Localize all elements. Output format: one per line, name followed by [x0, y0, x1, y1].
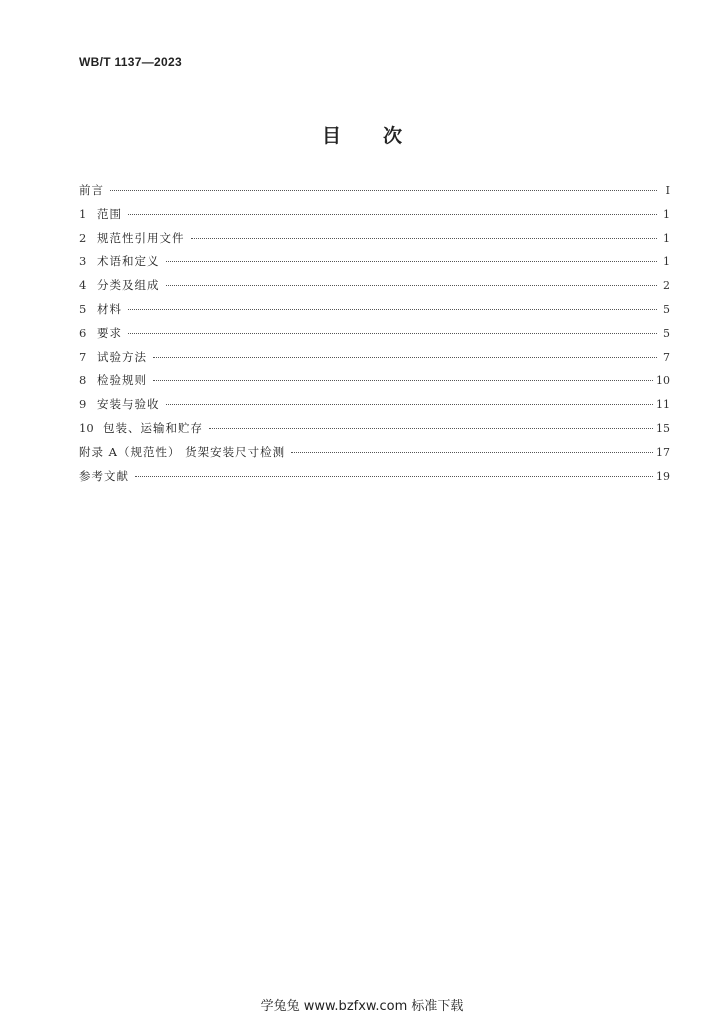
toc-label: 范围 — [97, 206, 122, 221]
toc-entry-9[interactable] — [79, 396, 670, 420]
toc-entry-5[interactable] — [79, 301, 670, 325]
toc-page-number: 1 — [663, 255, 670, 269]
toc-entry-6[interactable] — [79, 325, 670, 349]
toc-entry-foreword[interactable] — [79, 182, 670, 206]
document-code: WB/T 1137—2023 — [79, 55, 182, 69]
toc-label: 包装、运输和贮存 — [103, 420, 203, 435]
toc-leader-dots — [153, 380, 653, 381]
toc-section-number: 3 — [79, 254, 87, 269]
toc-entry-7[interactable] — [79, 349, 670, 373]
toc-entry-bibliography[interactable] — [79, 468, 670, 492]
toc-leader-dots — [128, 214, 657, 215]
toc-section-number: 5 — [79, 301, 87, 316]
toc-leader-dots — [110, 190, 657, 191]
toc-leader-dots — [166, 261, 658, 262]
toc-label: 检验规则 — [97, 373, 147, 388]
toc-page-number: Ⅰ — [665, 184, 670, 197]
toc-section-number: 2 — [79, 230, 87, 245]
toc-entry-3[interactable] — [79, 253, 670, 277]
toc-label: 前言 — [79, 183, 104, 197]
toc-entry-2[interactable] — [79, 230, 670, 254]
toc-leader-dots — [166, 404, 654, 405]
toc-leader-dots — [191, 238, 658, 239]
toc-label: 要求 — [97, 325, 122, 340]
toc-entry-10[interactable] — [79, 420, 670, 444]
toc-leader-dots — [128, 333, 657, 334]
toc-section-number: 7 — [79, 349, 87, 364]
toc-entry-8[interactable] — [79, 372, 670, 396]
toc-section-number: 6 — [79, 325, 87, 340]
page-title — [0, 121, 724, 148]
table-of-contents — [79, 182, 670, 491]
toc-section-number: 1 — [79, 206, 87, 221]
toc-section-number: 10 — [79, 420, 94, 435]
toc-entry-4[interactable] — [79, 277, 670, 301]
toc-page-number: 1 — [663, 231, 670, 245]
toc-label: 安装与验收 — [97, 397, 160, 412]
toc-label: 附录 A（规范性） 货架安装尺寸检测 — [79, 444, 286, 459]
toc-label: 术语和定义 — [97, 254, 160, 269]
toc-entry-annex-a[interactable] — [79, 444, 670, 468]
toc-leader-dots — [128, 309, 657, 310]
title-char-2: 次 — [383, 125, 403, 147]
toc-entry-1[interactable] — [79, 206, 670, 230]
toc-leader-dots — [209, 428, 653, 429]
toc-page-number: 2 — [663, 279, 670, 293]
toc-label: 材料 — [97, 301, 122, 316]
toc-section-number: 9 — [79, 397, 87, 412]
toc-page-number: 19 — [656, 469, 670, 483]
toc-page-number: 10 — [656, 374, 670, 388]
toc-page-number: 1 — [663, 207, 670, 221]
toc-label: 试验方法 — [97, 349, 147, 364]
title-char-1: 目 — [321, 125, 341, 147]
toc-leader-dots — [166, 285, 658, 286]
toc-label: 参考文献 — [79, 468, 129, 483]
toc-section-number: 8 — [79, 373, 87, 388]
toc-leader-dots — [291, 452, 653, 453]
toc-page-number: 11 — [656, 398, 670, 412]
toc-page-number: 15 — [656, 421, 670, 435]
toc-label: 分类及组成 — [97, 278, 160, 293]
toc-page-number: 17 — [656, 445, 670, 459]
watermark-footer: 学兔兔 www.bzfxw.com 标准下载 — [260, 999, 464, 1014]
toc-label: 规范性引用文件 — [97, 230, 185, 245]
toc-leader-dots — [153, 357, 657, 358]
toc-leader-dots — [135, 476, 653, 477]
toc-page-number: 5 — [663, 302, 670, 316]
toc-page-number: 5 — [663, 326, 670, 340]
toc-page-number: 7 — [663, 350, 670, 364]
toc-section-number: 4 — [79, 278, 87, 293]
